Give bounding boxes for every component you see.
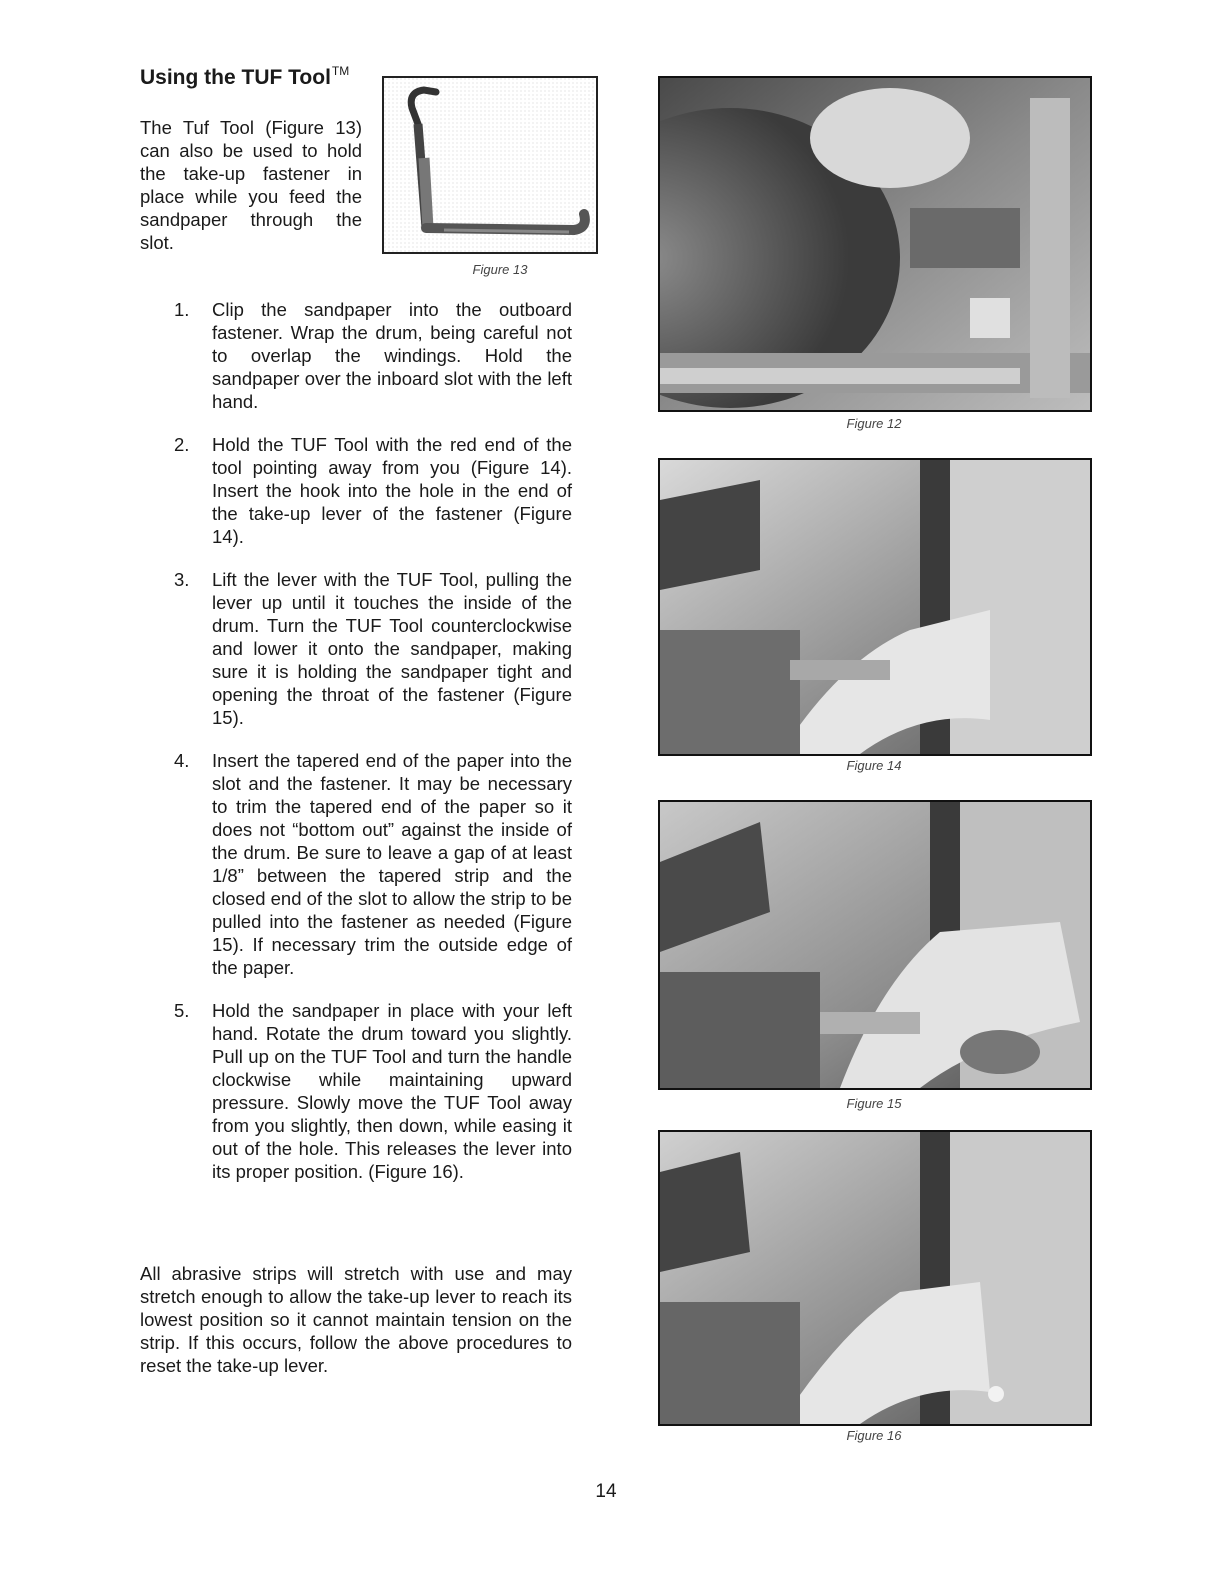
- step-text: Clip the sandpaper into the outboard fastener. Wrap the drum, being careful not to overlap the windings. Hold the sandpaper over the inboard slot with the left hand.: [212, 299, 572, 412]
- figure-13-caption: Figure 13: [472, 262, 528, 277]
- step-text: Hold the TUF Tool with the red end of the tool pointing away from you (Figure 14). Insert the hook into the hole in the end of the take-up lever of the fastener (Figure 14).: [212, 434, 572, 547]
- list-item: [140, 568, 572, 729]
- step-number: 5.: [174, 1000, 190, 1021]
- section-heading: [140, 64, 349, 90]
- intro-paragraph: The Tuf Tool (Figure 13) can also be used to hold the take-up fastener in place while you feed the sandpaper through the slot.: [140, 117, 362, 253]
- step-text: Lift the lever with the TUF Tool, pulling the lever up until it touches the inside of the drum. Turn the TUF Tool counterclockwise and lower it onto the sandpaper, making sure it is holding the sandpaper tight and opening the throat of the fastener (Figure 15).: [212, 569, 572, 728]
- figure-12-photo: [658, 76, 1092, 412]
- step-number: 4.: [174, 750, 190, 771]
- page-number: 14: [595, 1481, 617, 1502]
- figure-14-photo: [658, 458, 1092, 756]
- figure-12-caption: Figure 12: [846, 416, 902, 431]
- figure-14-caption: Figure 14: [846, 758, 902, 773]
- step-text: Hold the sandpaper in place with your left hand. Rotate the drum toward you slightly. Pull up on the TUF Tool and turn the handle clockwise while maintaining upward pressure. Slowly move the TUF Tool away from you slightly, then down, while easing it out of the hole. This releases the lever into its proper position. (Figure 16).: [212, 1000, 572, 1182]
- step-text: Insert the tapered end of the paper into the slot and the fastener. It may be necessary to trim the tapered end of the paper so it does not “bottom out” against the inside of the drum. Be sure to leave a gap of at least 1/8” between the tapered strip and the closed end of the slot to allow the strip to be pulled into the fastener as needed (Figure 15). If necessary trim the outside edge of the paper.: [212, 750, 572, 978]
- figure-13-image: [382, 76, 598, 254]
- tuf-tool-icon: [384, 78, 596, 252]
- section-title: Using the TUF Tool: [140, 66, 331, 89]
- step-number: 1.: [174, 299, 190, 320]
- list-item: [140, 999, 572, 1183]
- closing-paragraph: All abrasive strips will stretch with use and may stretch enough to allow the take-up lever to reach its lowest position so it cannot maintain tension on the strip. If this occurs, follow the above procedures to reset the take-up lever.: [140, 1263, 572, 1376]
- list-item: [140, 298, 572, 413]
- figure-16-caption: Figure 16: [846, 1428, 902, 1443]
- step-number: 3.: [174, 569, 190, 590]
- figure-15-caption: Figure 15: [846, 1096, 902, 1111]
- list-item: [140, 749, 572, 979]
- figure-15-photo: [658, 800, 1092, 1090]
- trademark-mark: TM: [331, 64, 350, 78]
- steps-list: [140, 298, 572, 1203]
- list-item: [140, 433, 572, 548]
- figure-16-photo: [658, 1130, 1092, 1426]
- step-number: 2.: [174, 434, 190, 455]
